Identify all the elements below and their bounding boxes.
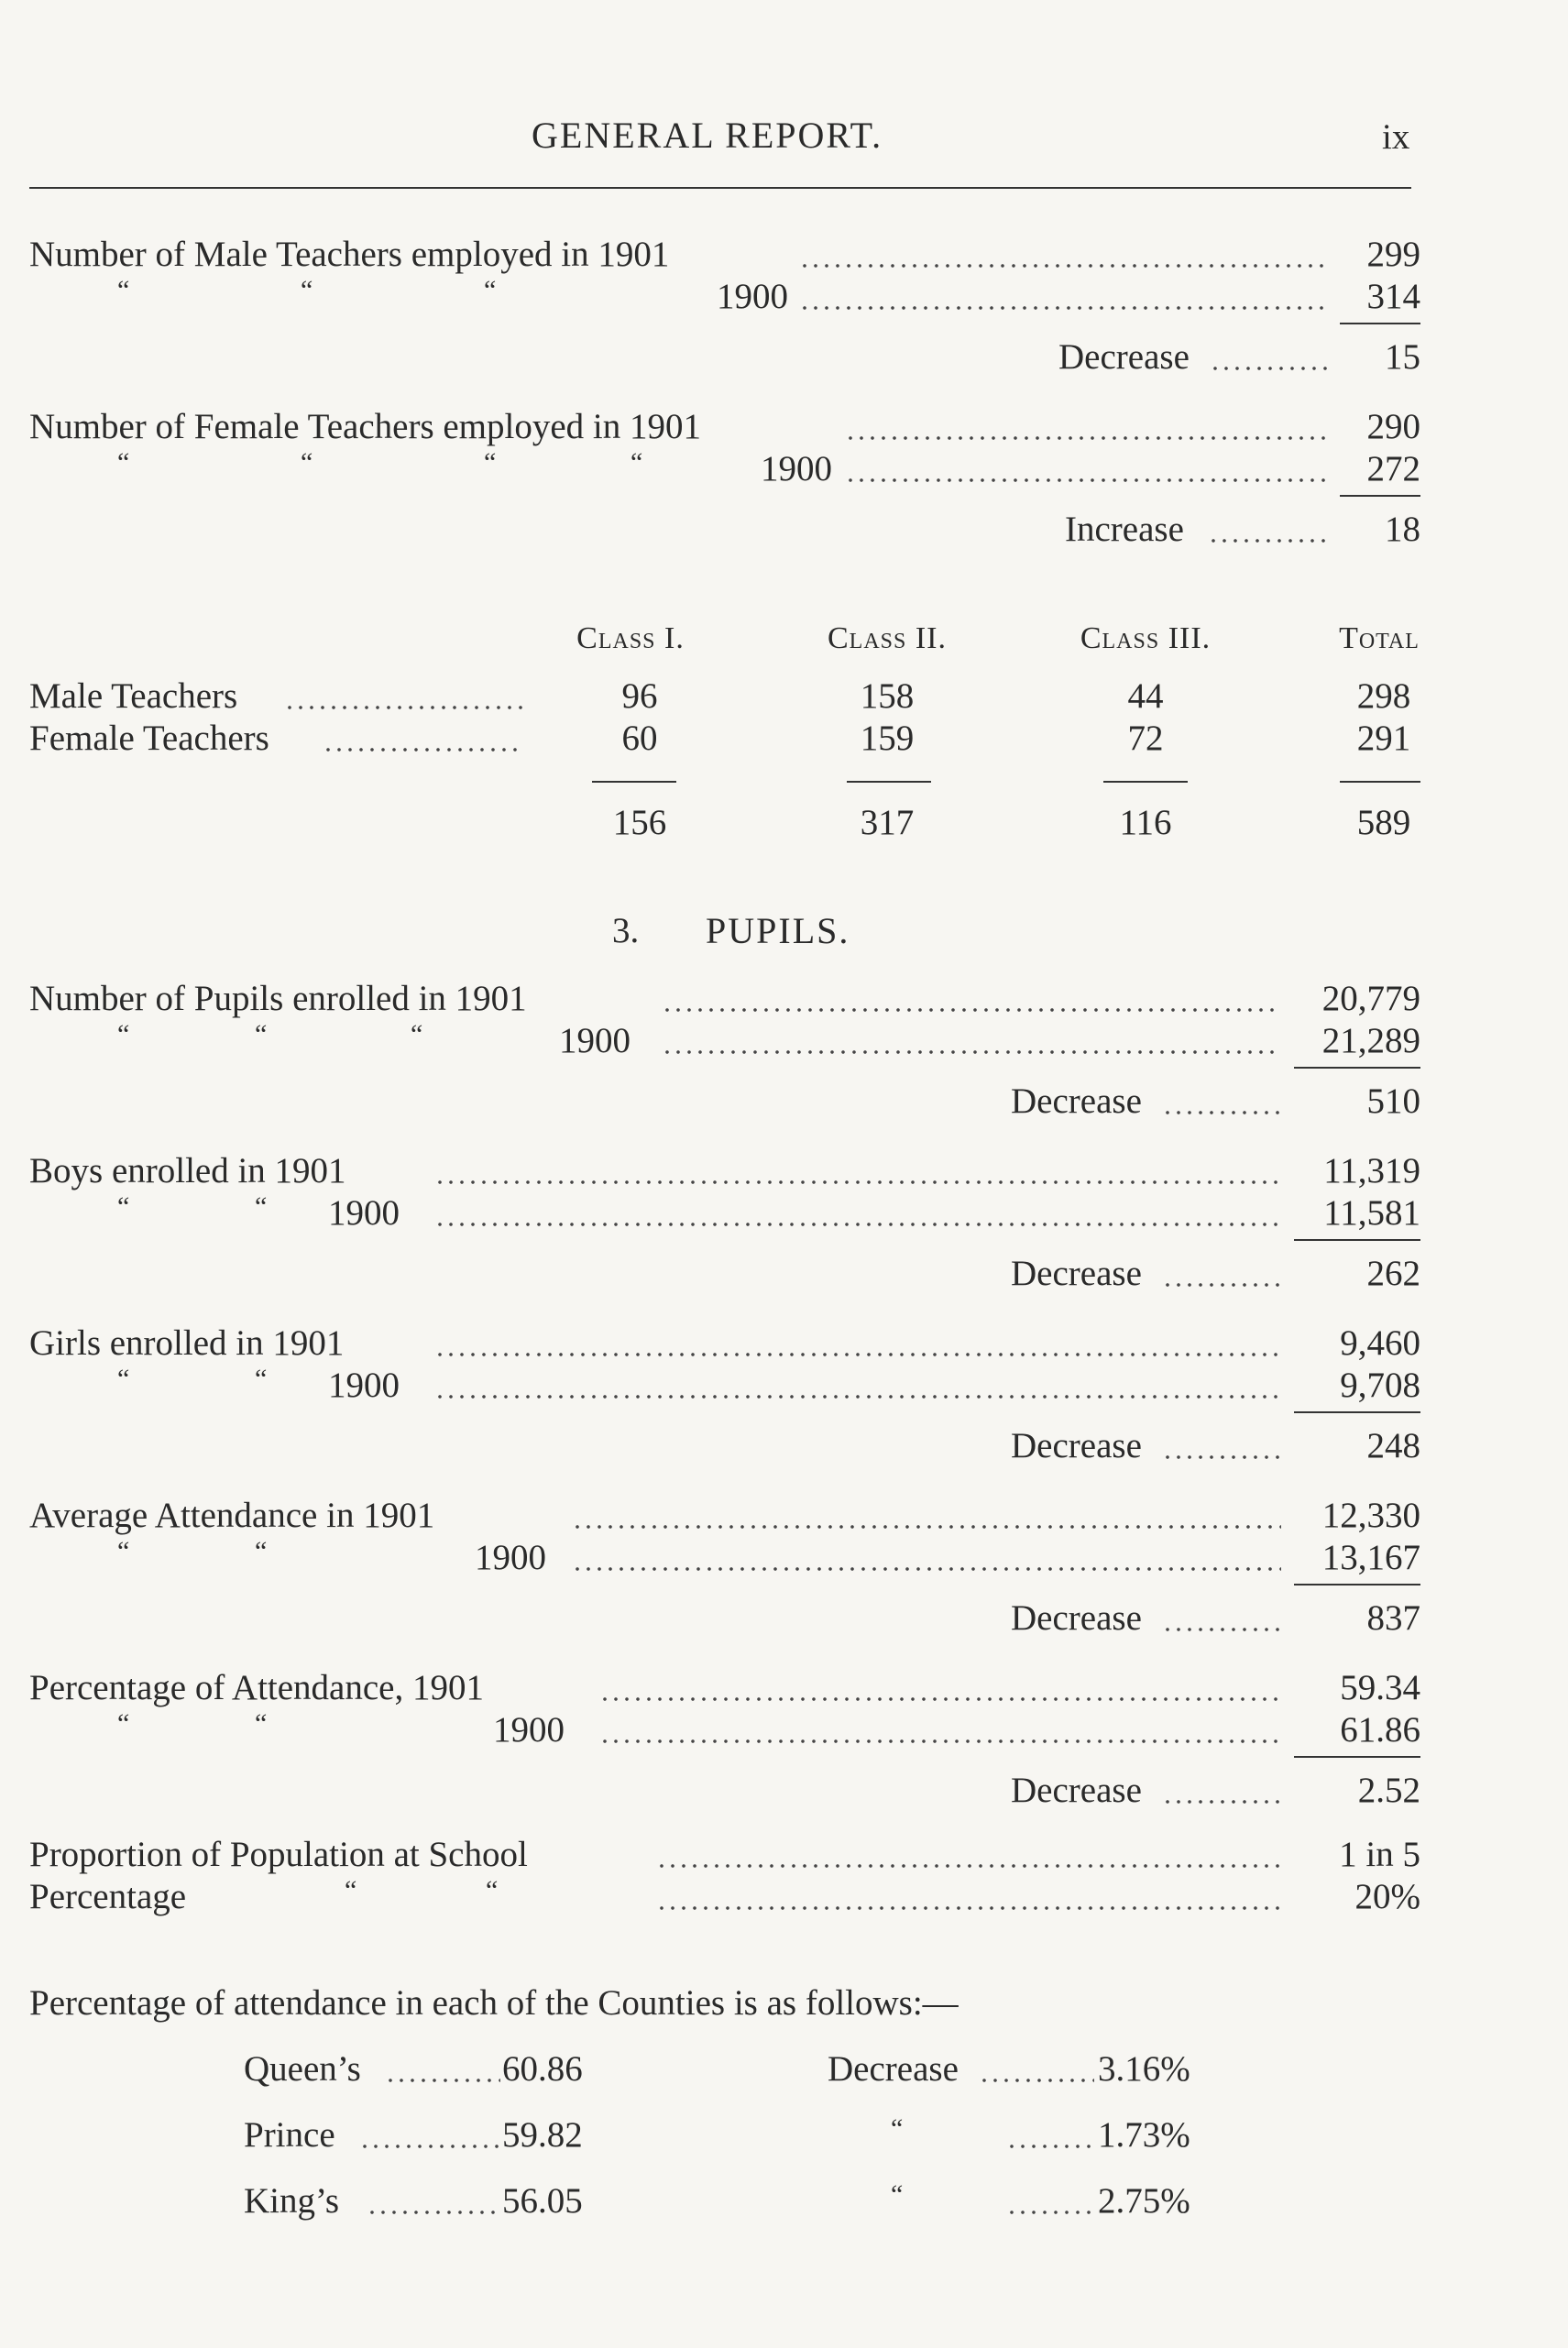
leader-dots xyxy=(367,2211,500,2214)
pupils-enrolled-1901: 20,779 xyxy=(1321,979,1420,1018)
percentage-attendance-year-1900: 1900 xyxy=(493,1710,565,1750)
boys-enrolled-change: 262 xyxy=(1366,1254,1420,1293)
average-attendance-label: Average Attendance in 1901 xyxy=(29,1496,435,1535)
male-teachers-1900: 314 xyxy=(1366,277,1420,316)
county-name: King’s xyxy=(244,2181,340,2221)
ditto-mark: “ xyxy=(117,275,130,305)
leader-dots xyxy=(1208,539,1329,543)
boys-enrolled-1901: 11,319 xyxy=(1323,1151,1420,1190)
sum-rule xyxy=(592,781,676,783)
pupils-enrolled-change-label: Decrease xyxy=(1011,1081,1142,1121)
ditto-mark: “ xyxy=(630,447,643,477)
leader-dots xyxy=(845,436,1331,440)
leader-dots xyxy=(434,1223,1281,1226)
leader-dots xyxy=(572,1567,1281,1571)
ditto-mark: “ xyxy=(255,1536,268,1566)
page-title: GENERAL REPORT. xyxy=(532,115,883,156)
ditto-mark: “ xyxy=(117,1019,130,1049)
county-change-label: Decrease xyxy=(828,2049,959,2089)
female-teachers-change: 18 xyxy=(1385,510,1420,549)
table-cell: 96 xyxy=(621,676,658,716)
table-cell: 158 xyxy=(860,676,915,716)
leader-dots xyxy=(385,2079,500,2082)
leader-dots xyxy=(656,1864,1283,1868)
sum-rule xyxy=(1340,495,1420,497)
leader-dots xyxy=(359,2145,500,2148)
boys-enrolled-label: Boys enrolled in 1901 xyxy=(29,1151,346,1190)
section-number: 3. xyxy=(612,911,640,950)
boys-enrolled-1900: 11,581 xyxy=(1323,1193,1420,1233)
table-cell: 291 xyxy=(1356,719,1411,758)
pupils-enrolled-1900: 21,289 xyxy=(1321,1021,1420,1060)
ditto-mark: “ xyxy=(117,1364,130,1394)
ditto-mark: “ xyxy=(117,1536,130,1566)
sum-rule xyxy=(847,781,931,783)
male-teachers-year-1900: 1900 xyxy=(717,277,788,316)
female-teachers-1901: 290 xyxy=(1366,407,1420,446)
table-row-label: Female Teachers xyxy=(29,719,269,758)
ditto-mark: “ xyxy=(255,1191,268,1222)
page-number: ix xyxy=(1382,117,1410,157)
boys-enrolled-year-1900: 1900 xyxy=(328,1193,400,1233)
table-cell: 60 xyxy=(621,719,658,758)
girls-enrolled-1901: 9,460 xyxy=(1340,1323,1420,1363)
sum-rule xyxy=(1103,781,1188,783)
leader-dots xyxy=(323,748,522,752)
table-cell: 44 xyxy=(1127,676,1164,716)
county-change: 2.75% xyxy=(1098,2181,1190,2221)
girls-enrolled-label: Girls enrolled in 1901 xyxy=(29,1323,345,1363)
percentage-value: 20% xyxy=(1354,1877,1420,1916)
percentage-attendance-label: Percentage of Attendance, 1901 xyxy=(29,1668,484,1707)
ditto-mark: “ xyxy=(486,1875,499,1905)
class-header-2: Class II. xyxy=(827,621,947,655)
leader-dots xyxy=(1210,367,1329,370)
ditto-mark: “ xyxy=(301,447,313,477)
county-value: 59.82 xyxy=(502,2115,583,2155)
table-total: 317 xyxy=(860,803,915,842)
table-cell: 72 xyxy=(1127,719,1164,758)
table-total: 589 xyxy=(1356,803,1411,842)
proportion-label: Proportion of Population at School xyxy=(29,1835,528,1874)
leader-dots xyxy=(284,706,522,709)
sum-rule xyxy=(1294,1584,1420,1585)
class-header-total: Total xyxy=(1339,621,1420,655)
county-change: 3.16% xyxy=(1098,2049,1190,2089)
leader-dots xyxy=(599,1697,1281,1701)
sum-rule xyxy=(1340,781,1420,783)
sum-rule xyxy=(1294,1239,1420,1241)
female-teachers-1900: 272 xyxy=(1366,449,1420,488)
county-name: Prince xyxy=(244,2115,335,2155)
pupils-enrolled-label: Number of Pupils enrolled in 1901 xyxy=(29,979,527,1018)
leader-dots xyxy=(1162,1283,1283,1287)
leader-dots xyxy=(799,306,1331,310)
ditto-mark: “ xyxy=(117,447,130,477)
header-rule-left xyxy=(29,187,834,189)
leader-dots xyxy=(1162,1455,1283,1459)
leader-dots xyxy=(845,478,1331,482)
table-cell: 298 xyxy=(1356,676,1411,716)
boys-enrolled-change-label: Decrease xyxy=(1011,1254,1142,1293)
leader-dots xyxy=(434,1353,1281,1356)
percentage-attendance-change: 2.52 xyxy=(1357,1771,1420,1810)
leader-dots xyxy=(1006,2211,1094,2214)
average-attendance-change: 837 xyxy=(1366,1598,1420,1638)
leader-dots xyxy=(434,1180,1281,1184)
class-header-1: Class I. xyxy=(576,621,685,655)
sum-rule xyxy=(1294,1756,1420,1758)
male-teachers-change: 15 xyxy=(1385,337,1420,377)
leader-dots xyxy=(799,264,1331,268)
ditto-mark: “ xyxy=(891,2179,904,2210)
table-total: 116 xyxy=(1119,803,1172,842)
table-total: 156 xyxy=(612,803,667,842)
leader-dots xyxy=(1162,1628,1283,1631)
proportion-value: 1 in 5 xyxy=(1339,1835,1420,1874)
ditto-mark: “ xyxy=(117,1191,130,1222)
leader-dots xyxy=(572,1525,1281,1529)
percentage-attendance-1900: 61.86 xyxy=(1340,1710,1420,1750)
class-header-3: Class III. xyxy=(1080,621,1212,655)
leader-dots xyxy=(1162,1111,1283,1114)
counties-intro: Percentage of attendance in each of the Counties is as follows:— xyxy=(29,1983,959,2023)
male-teachers-1901: 299 xyxy=(1366,235,1420,274)
ditto-mark: “ xyxy=(484,275,497,305)
leader-dots xyxy=(662,1008,1281,1012)
average-attendance-year-1900: 1900 xyxy=(475,1538,546,1577)
female-teachers-label: Number of Female Teachers employed in 1901 xyxy=(29,407,702,446)
ditto-mark: “ xyxy=(255,1364,268,1394)
leader-dots xyxy=(656,1906,1283,1910)
sum-rule xyxy=(1294,1411,1420,1413)
county-value: 60.86 xyxy=(502,2049,583,2089)
percentage-attendance-1901: 59.34 xyxy=(1340,1668,1420,1707)
pupils-enrolled-change: 510 xyxy=(1366,1081,1420,1121)
girls-enrolled-1900: 9,708 xyxy=(1340,1366,1420,1405)
section-title: PUPILS. xyxy=(706,910,850,951)
leader-dots xyxy=(1162,1800,1283,1804)
ditto-mark: “ xyxy=(255,1019,268,1049)
sum-rule xyxy=(1340,323,1420,324)
girls-enrolled-change: 248 xyxy=(1366,1426,1420,1465)
header-rule-right xyxy=(834,187,1411,189)
ditto-mark: “ xyxy=(301,275,313,305)
leader-dots xyxy=(599,1739,1281,1743)
leader-dots xyxy=(434,1395,1281,1399)
table-row-label: Male Teachers xyxy=(29,676,238,716)
average-attendance-change-label: Decrease xyxy=(1011,1598,1142,1638)
male-teachers-label: Number of Male Teachers employed in 1901 xyxy=(29,235,670,274)
girls-enrolled-change-label: Decrease xyxy=(1011,1426,1142,1465)
percentage-label: Percentage xyxy=(29,1877,187,1916)
ditto-mark: “ xyxy=(411,1019,423,1049)
leader-dots xyxy=(979,2079,1094,2082)
percentage-attendance-change-label: Decrease xyxy=(1011,1771,1142,1810)
girls-enrolled-year-1900: 1900 xyxy=(328,1366,400,1405)
ditto-mark: “ xyxy=(345,1875,357,1905)
sum-rule xyxy=(1294,1067,1420,1069)
county-name: Queen’s xyxy=(244,2049,361,2089)
female-teachers-change-label: Increase xyxy=(1065,510,1184,549)
male-teachers-change-label: Decrease xyxy=(1058,337,1190,377)
county-value: 56.05 xyxy=(502,2181,583,2221)
ditto-mark: “ xyxy=(117,1708,130,1739)
average-attendance-1901: 12,330 xyxy=(1321,1496,1420,1535)
average-attendance-1900: 13,167 xyxy=(1321,1538,1420,1577)
county-change: 1.73% xyxy=(1098,2115,1190,2155)
ditto-mark: “ xyxy=(484,447,497,477)
female-teachers-year-1900: 1900 xyxy=(761,449,832,488)
pupils-enrolled-year-1900: 1900 xyxy=(559,1021,630,1060)
leader-dots xyxy=(662,1050,1281,1054)
leader-dots xyxy=(1006,2145,1094,2148)
ditto-mark: “ xyxy=(891,2113,904,2144)
table-cell: 159 xyxy=(860,719,915,758)
ditto-mark: “ xyxy=(255,1708,268,1739)
